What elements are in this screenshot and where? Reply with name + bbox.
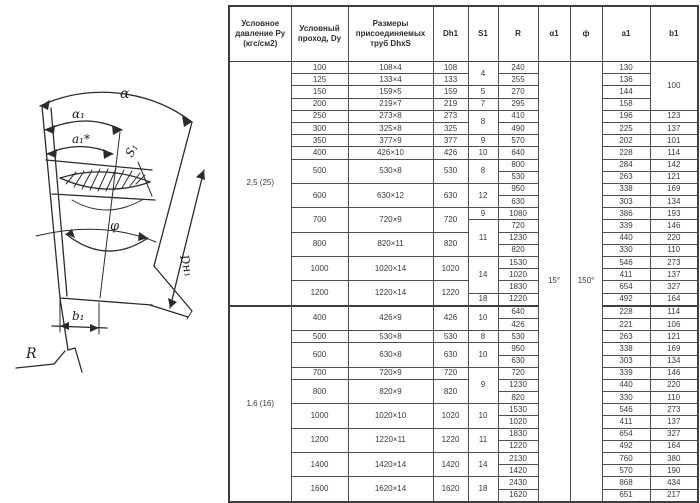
table-cell: 108 <box>433 62 468 74</box>
table-cell: 700 <box>291 367 348 379</box>
table-cell: 295 <box>498 98 538 110</box>
table-cell: 1,6 (16) <box>229 306 291 502</box>
table-cell: 133×4 <box>348 74 433 86</box>
table-cell: 8 <box>468 331 498 343</box>
table-cell: 820 <box>433 379 468 403</box>
table-cell: 1420 <box>498 465 538 477</box>
table-row <box>229 379 698 391</box>
table-cell: 530 <box>498 331 538 343</box>
table-cell: 5 <box>468 86 498 98</box>
table-cell: 1620 <box>498 489 538 502</box>
table-cell: 630×8 <box>348 343 433 367</box>
table-cell: 325×8 <box>348 122 433 134</box>
table-cell: 1220 <box>433 281 468 306</box>
table-row <box>229 62 698 74</box>
table-row <box>229 98 698 110</box>
column-header: Условное давление Ру (кгс/см2) <box>229 6 291 62</box>
table-cell: 11 <box>468 428 498 452</box>
table-cell: 654 <box>602 428 650 440</box>
table-row <box>229 343 698 355</box>
table-cell: 530×8 <box>348 159 433 183</box>
table-cell: 760 <box>602 453 650 465</box>
table-cell: 217 <box>650 489 698 502</box>
table-cell: 164 <box>650 440 698 452</box>
table-cell: 146 <box>650 220 698 232</box>
column-header: Размеры присоединяемых труб DhxS <box>348 6 433 62</box>
table-cell: 651 <box>602 489 650 502</box>
table-cell: 426×9 <box>348 306 433 331</box>
table-cell: 338 <box>602 343 650 355</box>
table-cell: 303 <box>602 196 650 208</box>
table-cell: 530 <box>433 159 468 183</box>
table-row <box>229 331 698 343</box>
table-cell: 950 <box>498 183 538 195</box>
table-cell: 15° <box>538 62 570 502</box>
table-row <box>229 281 698 293</box>
lower-right-edge-2 <box>150 305 188 317</box>
band-bottom-line <box>52 194 155 200</box>
bore-arc <box>72 200 142 210</box>
table-cell: 1420×14 <box>348 453 433 477</box>
table-cell: 500 <box>291 159 348 183</box>
table-cell: 123 <box>650 110 698 122</box>
table-cell: 820 <box>498 392 538 404</box>
table-cell: 800 <box>291 232 348 256</box>
table-cell: 4 <box>468 62 498 86</box>
table-cell: 1220 <box>498 440 538 452</box>
table-cell: 434 <box>650 477 698 489</box>
table-cell: 426 <box>433 147 468 159</box>
table-cell: 426×10 <box>348 147 433 159</box>
table-cell: 339 <box>602 367 650 379</box>
table-cell: 150° <box>570 62 602 502</box>
table-cell: 110 <box>650 392 698 404</box>
center-axis <box>100 132 120 298</box>
table-cell: 530 <box>498 171 538 183</box>
table-row <box>229 183 698 195</box>
table-cell: 228 <box>602 147 650 159</box>
table-cell: 133 <box>433 74 468 86</box>
table-cell: 273 <box>650 404 698 416</box>
table-cell: 8 <box>468 159 498 183</box>
table-cell: 640 <box>498 147 538 159</box>
band-top-line <box>46 160 152 170</box>
r-leader <box>16 351 65 368</box>
table-cell: 134 <box>650 355 698 367</box>
table-cell: 190 <box>650 465 698 477</box>
table-cell: 380 <box>650 453 698 465</box>
table-cell: 600 <box>291 183 348 207</box>
table-cell: 570 <box>498 135 538 147</box>
table-cell: 630 <box>433 343 468 367</box>
table-cell: 2130 <box>498 453 538 465</box>
table-cell: 284 <box>602 159 650 171</box>
table-cell: 169 <box>650 183 698 195</box>
table-cell: 327 <box>650 281 698 293</box>
table-cell: 530 <box>433 331 468 343</box>
spec-table-header-row <box>229 6 698 62</box>
table-cell: 220 <box>650 379 698 391</box>
table-cell: 1020×10 <box>348 404 433 428</box>
table-cell: 440 <box>602 232 650 244</box>
table-cell: 546 <box>602 404 650 416</box>
arrowhead <box>103 149 113 159</box>
table-row <box>229 135 698 147</box>
table-cell: 1400 <box>291 453 348 477</box>
table-cell: 9 <box>468 135 498 147</box>
s1-label: S₁ <box>122 141 141 160</box>
table-cell: 220 <box>650 232 698 244</box>
table-row <box>229 404 698 416</box>
table-cell: 720 <box>433 208 468 232</box>
table-cell: 1020 <box>433 257 468 281</box>
column-header: Условный проход, Dy <box>291 6 348 62</box>
table-cell: 10 <box>468 404 498 428</box>
column-header: Dh1 <box>433 6 468 62</box>
table-cell: 9 <box>468 367 498 404</box>
table-cell: 202 <box>602 135 650 147</box>
table-cell: 159 <box>433 86 468 98</box>
table-cell: 2,5 (25) <box>229 62 291 306</box>
table-cell: 114 <box>650 147 698 159</box>
column-header: ф <box>570 6 602 62</box>
table-cell: 630 <box>498 196 538 208</box>
table-cell: 144 <box>602 86 650 98</box>
table-cell: 10 <box>468 147 498 159</box>
table-cell: 137 <box>650 269 698 281</box>
table-cell: 1620×14 <box>348 477 433 502</box>
table-cell: 868 <box>602 477 650 489</box>
table-row <box>229 477 698 489</box>
table-cell: 219 <box>433 98 468 110</box>
table-cell: 146 <box>650 367 698 379</box>
table-cell: 110 <box>650 244 698 256</box>
table-cell: 654 <box>602 281 650 293</box>
a1-star-label: a₁* <box>72 132 90 146</box>
table-cell: 18 <box>468 477 498 502</box>
spec-table-wrap <box>228 5 697 500</box>
table-cell: 136 <box>602 74 650 86</box>
table-row <box>229 122 698 134</box>
table-cell: 14 <box>468 257 498 294</box>
table-row <box>229 86 698 98</box>
alpha-label: α <box>120 86 130 102</box>
table-cell: 630 <box>433 183 468 207</box>
table-row <box>229 147 698 159</box>
table-cell: 108×4 <box>348 62 433 74</box>
table-cell: 1230 <box>498 232 538 244</box>
table-cell: 263 <box>602 331 650 343</box>
dn1-dim-line <box>170 170 204 308</box>
table-cell: 400 <box>291 147 348 159</box>
table-cell: 10 <box>468 306 498 331</box>
table-cell: 100 <box>291 62 348 74</box>
column-header: S1 <box>468 6 498 62</box>
table-cell: 273 <box>650 257 698 269</box>
table-cell: 1220×11 <box>348 428 433 452</box>
left-outer-edge <box>42 106 60 298</box>
column-header: b1 <box>650 6 698 62</box>
arrowhead <box>196 170 205 180</box>
table-cell: 400 <box>291 306 348 331</box>
table-cell: 1830 <box>498 428 538 440</box>
table-cell: 137 <box>650 122 698 134</box>
table-cell: 377 <box>433 135 468 147</box>
table-cell: 193 <box>650 208 698 220</box>
alpha-dim-arc <box>40 92 192 122</box>
table-cell: 800 <box>498 159 538 171</box>
table-cell: 1530 <box>498 257 538 269</box>
table-cell: 720 <box>498 220 538 232</box>
table-cell: 100 <box>650 62 698 111</box>
table-cell: 11 <box>468 220 498 257</box>
table-cell: 221 <box>602 318 650 330</box>
table-cell: 125 <box>291 74 348 86</box>
table-cell: 411 <box>602 416 650 428</box>
table-cell: 300 <box>291 122 348 134</box>
table-cell: 410 <box>498 110 538 122</box>
table-cell: 142 <box>650 159 698 171</box>
table-cell: 2430 <box>498 477 538 489</box>
table-row <box>229 306 698 319</box>
table-cell: 303 <box>602 355 650 367</box>
table-cell: 1020 <box>433 404 468 428</box>
bottom-edge <box>60 298 152 305</box>
table-cell: 158 <box>602 98 650 110</box>
table-cell: 150 <box>291 86 348 98</box>
table-cell: 250 <box>291 110 348 122</box>
table-cell: 820 <box>433 232 468 256</box>
table-cell: 720×9 <box>348 208 433 232</box>
table-cell: 1200 <box>291 281 348 306</box>
alpha1-dim-arc <box>45 121 122 130</box>
table-cell: 1600 <box>291 477 348 502</box>
table-cell: 327 <box>650 428 698 440</box>
arrowhead <box>112 125 122 135</box>
table-cell: 1230 <box>498 379 538 391</box>
table-cell: 490 <box>498 122 538 134</box>
table-cell: 325 <box>433 122 468 134</box>
table-cell: 219×7 <box>348 98 433 110</box>
table-row <box>229 110 698 122</box>
table-cell: 1000 <box>291 404 348 428</box>
table-cell: 1200 <box>291 428 348 452</box>
table-cell: 12 <box>468 183 498 207</box>
table-cell: 600 <box>291 343 348 367</box>
table-cell: 820×9 <box>348 379 433 403</box>
phi-label: φ <box>110 219 120 234</box>
table-cell: 492 <box>602 293 650 306</box>
table-cell: 1530 <box>498 404 538 416</box>
table-cell: 1020 <box>498 416 538 428</box>
table-row <box>229 367 698 379</box>
table-cell: 411 <box>602 269 650 281</box>
table-cell: 240 <box>498 62 538 74</box>
table-cell: 1000 <box>291 257 348 281</box>
table-cell: 1220 <box>433 428 468 452</box>
table-row <box>229 232 698 244</box>
table-cell: 1420 <box>433 453 468 477</box>
table-cell: 350 <box>291 135 348 147</box>
table-cell: 820 <box>498 244 538 256</box>
b1-label: b₁ <box>72 309 85 323</box>
table-cell: 200 <box>291 98 348 110</box>
table-cell: 228 <box>602 306 650 319</box>
table-cell: 273×8 <box>348 110 433 122</box>
corner-tick <box>187 311 192 319</box>
table-cell: 1620 <box>433 477 468 502</box>
table-cell: 18 <box>468 293 498 306</box>
table-cell: 546 <box>602 257 650 269</box>
table-cell: 164 <box>650 293 698 306</box>
table-cell: 159×5 <box>348 86 433 98</box>
table-cell: 570 <box>602 465 650 477</box>
table-cell: 255 <box>498 74 538 86</box>
table-cell: 950 <box>498 343 538 355</box>
table-cell: 130 <box>602 62 650 74</box>
table-cell: 134 <box>650 196 698 208</box>
table-cell: 7 <box>468 98 498 110</box>
bend-sector-diagram <box>2 58 228 464</box>
table-cell: 106 <box>650 318 698 330</box>
table-cell: 820×11 <box>348 232 433 256</box>
dn1-label: Dн₁ <box>177 253 197 279</box>
table-cell: 263 <box>602 171 650 183</box>
table-row <box>229 257 698 269</box>
table-cell: 500 <box>291 331 348 343</box>
table-cell: 530×8 <box>348 331 433 343</box>
table-cell: 426 <box>433 306 468 331</box>
table-cell: 426 <box>498 318 538 330</box>
spec-table-body <box>229 62 698 502</box>
table-cell: 1020×14 <box>348 257 433 281</box>
table-cell: 8 <box>468 110 498 134</box>
table-cell: 720×9 <box>348 367 433 379</box>
table-cell: 630 <box>498 355 538 367</box>
table-cell: 330 <box>602 244 650 256</box>
arrowhead <box>90 324 99 332</box>
table-cell: 196 <box>602 110 650 122</box>
table-cell: 440 <box>602 379 650 391</box>
table-cell: 492 <box>602 440 650 452</box>
diagram-svg <box>2 58 228 464</box>
table-cell: 10 <box>468 343 498 367</box>
table-row <box>229 159 698 171</box>
table-row <box>229 453 698 465</box>
spec-table <box>228 5 699 503</box>
column-header: α1 <box>538 6 570 62</box>
table-cell: 1220 <box>498 293 538 306</box>
table-cell: 338 <box>602 183 650 195</box>
r-label: R <box>26 346 37 362</box>
alpha1-label: α₁ <box>72 107 85 121</box>
table-cell: 121 <box>650 171 698 183</box>
table-cell: 169 <box>650 343 698 355</box>
table-row <box>229 428 698 440</box>
table-cell: 101 <box>650 135 698 147</box>
table-cell: 9 <box>468 208 498 220</box>
column-header: R <box>498 6 538 62</box>
table-cell: 339 <box>602 220 650 232</box>
table-cell: 270 <box>498 86 538 98</box>
column-header: a1 <box>602 6 650 62</box>
table-cell: 114 <box>650 306 698 319</box>
table-cell: 330 <box>602 392 650 404</box>
table-cell: 640 <box>498 306 538 319</box>
table-cell: 14 <box>468 453 498 477</box>
table-cell: 273 <box>433 110 468 122</box>
table-cell: 630×12 <box>348 183 433 207</box>
table-cell: 377×9 <box>348 135 433 147</box>
table-cell: 720 <box>498 367 538 379</box>
table-cell: 1020 <box>498 269 538 281</box>
table-cell: 720 <box>433 367 468 379</box>
a1-star-dim-arc <box>47 147 113 155</box>
table-cell: 1080 <box>498 208 538 220</box>
left-inner-edge <box>51 108 67 296</box>
table-cell: 1830 <box>498 281 538 293</box>
table-row <box>229 74 698 86</box>
table-cell: 386 <box>602 208 650 220</box>
table-cell: 137 <box>650 416 698 428</box>
table-cell: 700 <box>291 208 348 232</box>
table-row <box>229 208 698 220</box>
table-cell: 121 <box>650 331 698 343</box>
table-cell: 225 <box>602 122 650 134</box>
table-cell: 1220×14 <box>348 281 433 306</box>
table-cell: 800 <box>291 379 348 403</box>
